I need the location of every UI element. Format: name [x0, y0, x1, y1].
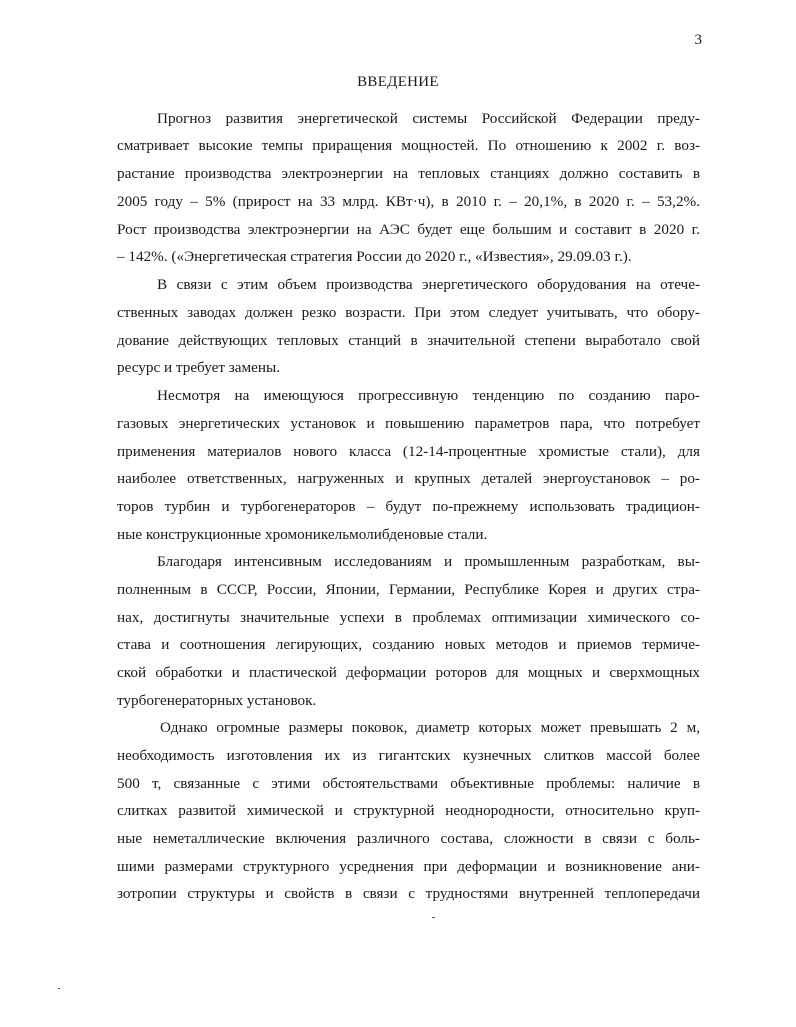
text-line: сматривает высокие темпы приращения мощностей. По отношению к 2002 г. воз-	[117, 137, 700, 154]
page-title: ВВЕДЕНИЕ	[357, 74, 439, 90]
text-line: растание производства электроэнергии на тепловых станциях должно составить в	[117, 165, 700, 182]
text-line: става и соотношения легирующих, созданию новых методов и приемов термиче-	[117, 636, 700, 653]
scan-speck	[432, 917, 435, 918]
scan-speck	[58, 988, 60, 989]
text-line: ственных заводах должен резко возрасти. При этом следует учитывать, что обору-	[117, 304, 700, 321]
text-line: шими размерами структурного усреднения при деформации и возникновение ани-	[117, 858, 700, 875]
text-line: ресурс и требует замены.	[117, 359, 280, 376]
text-line: нах, достигнуты значительные успехи в проблемах оптимизации химического со-	[117, 609, 700, 626]
text-line: ные неметаллические включения различного состава, сложности в связи с боль-	[117, 830, 700, 847]
text-line: дование действующих тепловых станций в значительной степени выработало свой	[117, 332, 700, 349]
text-line: 2005 году – 5% (прирост на 33 млрд. КВт·ч), в 2010 г. – 20,1%, в 2020 г. – 53,2%.	[117, 193, 700, 210]
text-line: 500 т, связанные с этими обстоятельствами объективные проблемы: наличие в	[117, 775, 700, 792]
text-line: турбогенераторных установок.	[117, 692, 317, 709]
page-number: 3	[694, 32, 702, 48]
text-line: В связи с этим объем производства энергетического оборудования на отече-	[157, 276, 700, 293]
text-line: слитках развитой химической и структурной неоднородности, относительно круп-	[117, 802, 700, 819]
text-line: ные конструкционные хромоникельмолибденовые стали.	[117, 526, 488, 543]
text-line: Благодаря интенсивным исследованиям и промышленным разработкам, вы-	[157, 553, 700, 570]
text-line: торов турбин и турбогенераторов – будут по-прежнему использовать традицион-	[117, 498, 700, 515]
text-line: применения материалов нового класса (12-14-процентные хромистые стали), для	[117, 443, 700, 460]
text-line: – 142%. («Энергетическая стратегия России до 2020 г., «Известия», 29.09.03 г.).	[117, 248, 632, 265]
text-line: Несмотря на имеющуюся прогрессивную тенденцию по созданию паро-	[157, 387, 700, 404]
text-line: полненным в СССР, России, Японии, Германии, Республике Корея и других стра-	[117, 581, 700, 598]
text-line: Однако огромные размеры поковок, диаметр которых может превышать 2 м,	[160, 719, 700, 736]
text-line: Прогноз развития энергетической системы Российской Федерации преду-	[157, 110, 700, 127]
text-line: необходимость изготовления их из гигантских кузнечных слитков массой более	[117, 747, 700, 764]
text-line: зотропии структуры и свойств в связи с трудностями внутренней теплопередачи	[117, 885, 700, 902]
text-line: газовых энергетических установок и повышению параметров пара, что потребует	[117, 415, 700, 432]
text-line: Рост производства электроэнергии на АЭС будет еще большим и составит в 2020 г.	[117, 221, 700, 238]
text-line: наиболее ответственных, нагруженных и крупных деталей энергоустановок – ро-	[117, 470, 700, 487]
text-line: ской обработки и пластической деформации роторов для мощных и сверхмощных	[117, 664, 700, 681]
